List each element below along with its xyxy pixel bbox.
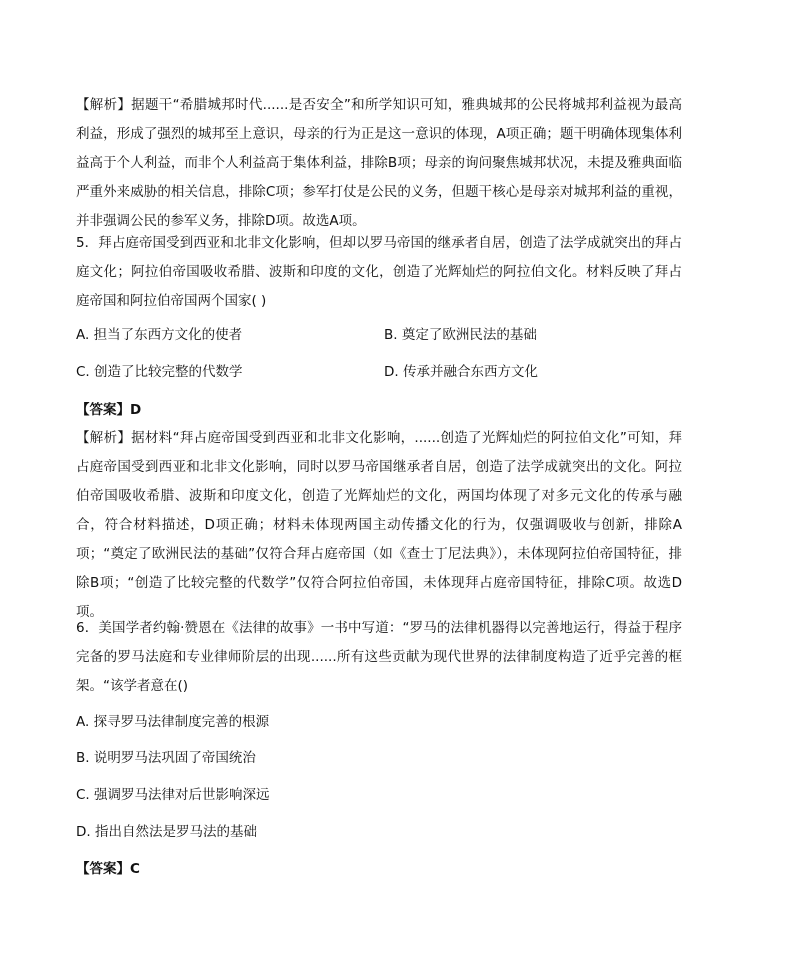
- q5-option-d: D. 传承并融合东西方文化: [384, 364, 538, 380]
- q5-analysis-paragraph: 【解析】据材料“拜占庭帝国受到西亚和北非文化影响，......创造了光辉灿烂的阿拉伯文化”可知，拜占庭帝国受到西亚和北非文化影响，同时以罗马帝国继承者自居，创造了法学成就突出的文化。阿拉伯帝国吸收希腊、波斯和印度文化，创造了光辉灿烂的文化，两国均体现了对多元文化的传承与融合，符合材料描述，D项正确；材料未体现两国主动传播文化的行为，仅强调吸收与创新，排除A项；“奠定了欧洲民法的基础”仅符合拜占庭帝国（如《查士丁尼法典》），未体现阿拉伯帝国特征，排除B项；“创造了比较完整的代数学”仅符合阿拉伯帝国，未体现拜占庭帝国特征，排除C项。故选D项。: [76, 430, 682, 620]
- q5-option-b: B. 奠定了欧洲民法的基础: [384, 327, 537, 343]
- q6-option-d: D. 指出自然法是罗马法的基础: [76, 824, 257, 840]
- q6-option-b: B. 说明罗马法巩固了帝国统治: [76, 750, 256, 766]
- q5-answer: 【答案】D: [76, 402, 142, 418]
- q4-analysis-paragraph: 【解析】据题干“希腊城邦时代......是否安全”和所学知识可知，雅典城邦的公民将城邦利益视为最高利益，形成了强烈的城邦至上意识，母亲的行为正是这一意识的体现，A项正确；题干明确体现集体利益高于个人利益，而非个人利益高于集体利益，排除B项；母亲的询问聚焦城邦状况，未提及雅典面临严重外来威胁的相关信息，排除C项；参军打仗是公民的义务，但题干核心是母亲对城邦利益的重视，并非强调公民的参军义务，排除D项。故选A项。: [76, 97, 682, 229]
- q5-question-stem: 5．拜占庭帝国受到西亚和北非文化影响，但却以罗马帝国的继承者自居，创造了法学成就突出的拜占庭文化；阿拉伯帝国吸收希腊、波斯和印度的文化，创造了光辉灿烂的阿拉伯文化。材料反映了拜占庭帝国和阿拉伯帝国两个国家( ): [76, 235, 682, 309]
- q6-option-c: C. 强调罗马法律对后世影响深远: [76, 787, 270, 803]
- q6-question-stem: 6．美国学者约翰·赞恩在《法律的故事》一书中写道：“罗马的法律机器得以完善地运行，得益于程序完备的罗马法庭和专业律师阶层的出现......所有这些贡献为现代世界的法律制度构造了近乎完善的框架。“该学者意在(): [76, 620, 682, 694]
- q6-option-a: A. 探寻罗马法律制度完善的根源: [76, 714, 270, 730]
- q5-option-c: C. 创造了比较完整的代数学: [76, 364, 243, 380]
- q6-answer: 【答案】C: [76, 861, 140, 877]
- q5-option-a: A. 担当了东西方文化的使者: [76, 327, 243, 343]
